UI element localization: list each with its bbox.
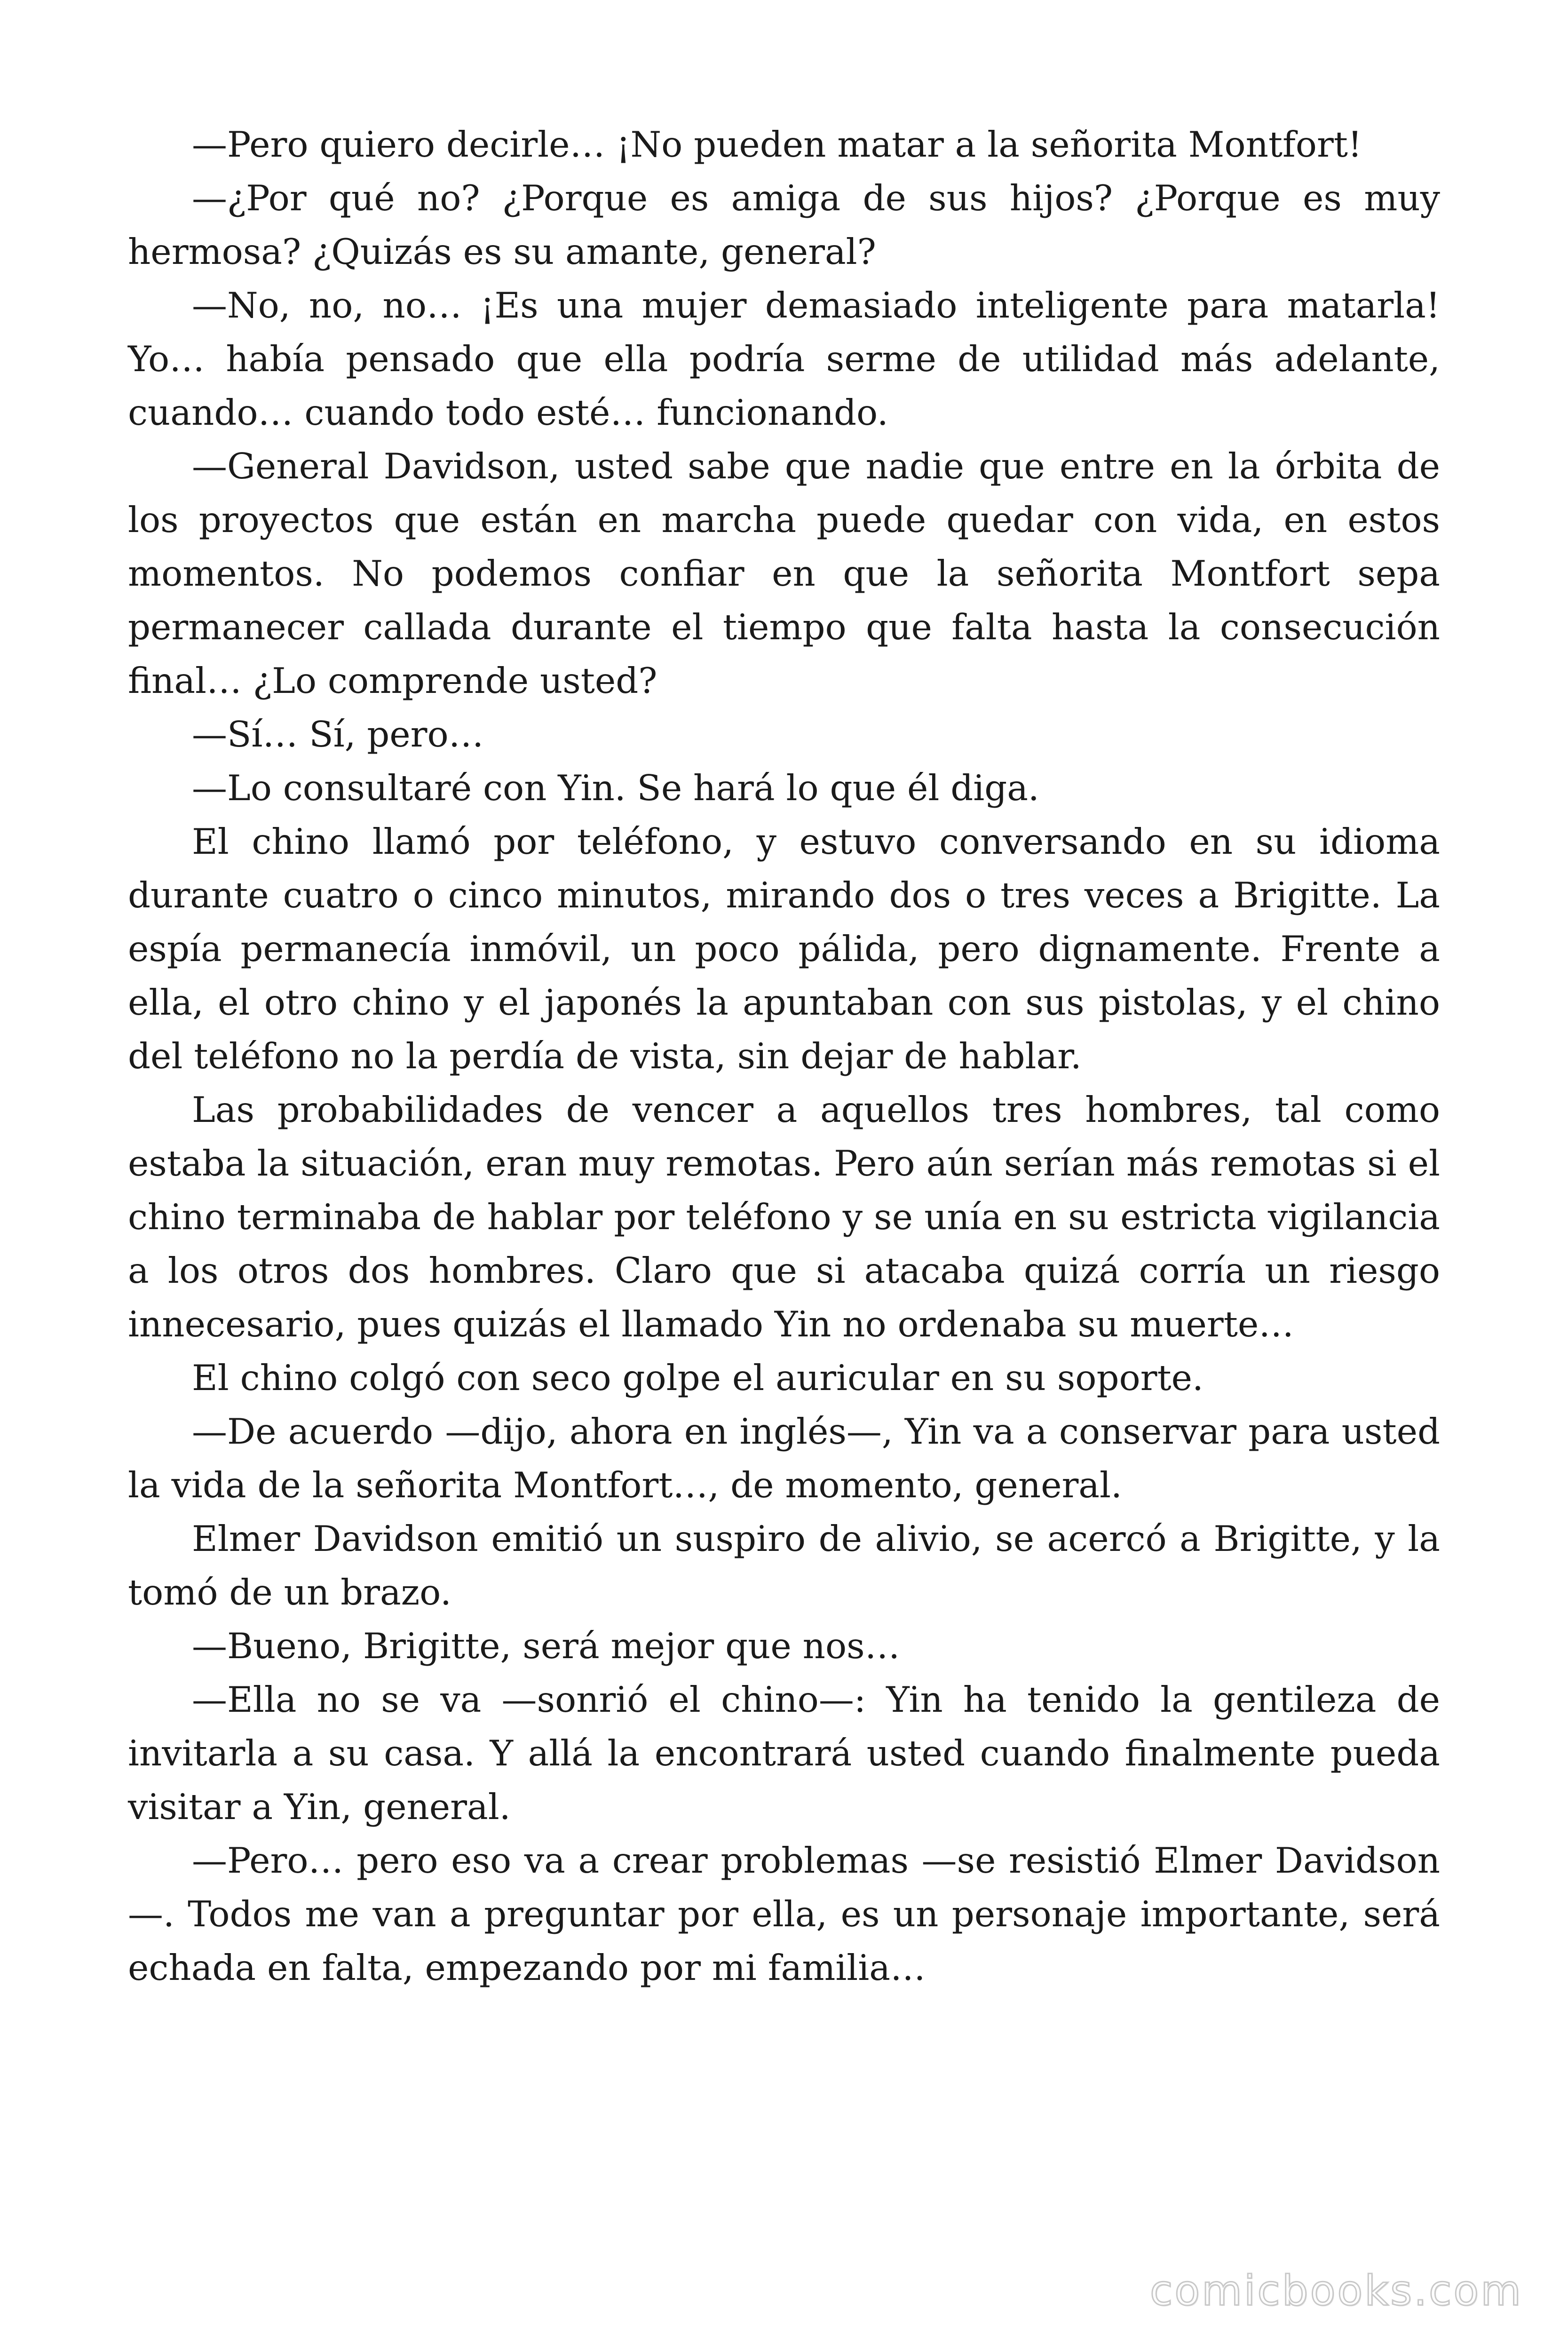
paragraph: —No, no, no… ¡Es una mujer demasiado inteligente para matarla! Yo… había pensado que ella podría serme de utilidad más adelante, cuando… cuando todo esté… funcionando. — [128, 285, 1440, 433]
paragraph: Elmer Davidson emitió un suspiro de alivio, se acercó a Brigitte, y la tomó de un brazo. — [128, 1518, 1440, 1613]
paragraph: Las probabilidades de vencer a aquellos tres hombres, tal como estaba la situación, eran muy remotas. Pero aún serían más remotas si el chino terminaba de hablar por teléfono y se unía en su estricta vigilancia a los otros dos hombres. Claro que si atacaba quizá corría un riesgo innecesario, pues quizás el llamado Yin no ordenaba su muerte… — [128, 1089, 1440, 1345]
paragraph: —Pero quiero decirle… ¡No pueden matar a la señorita Montfort! — [192, 124, 1362, 165]
paragraph: El chino colgó con seco golpe el auricular en su soporte. — [192, 1357, 1204, 1398]
paragraph: —Bueno, Brigitte, será mejor que nos… — [192, 1625, 900, 1667]
watermark: comicbooks.com — [1149, 2266, 1523, 2315]
paragraph: —¿Por qué no? ¿Porque es amiga de sus hijos? ¿Porque es muy hermosa? ¿Quizás es su amante, general? — [128, 177, 1440, 272]
paragraph: —De acuerdo —dijo, ahora en inglés—, Yin va a conservar para usted la vida de la señorita Montfort…, de momento, general. — [128, 1411, 1440, 1506]
body-text — [128, 118, 1440, 1994]
paragraph: —Lo consultaré con Yin. Se hará lo que él diga. — [192, 767, 1039, 809]
paragraph: —Ella no se va —sonrió el chino—: Yin ha tenido la gentileza de invitarla a su casa. Y allá la encontrará usted cuando finalmente pueda visitar a Yin, general. — [128, 1679, 1440, 1828]
paragraph: —Pero… pero eso va a crear problemas —se resistió Elmer Davidson—. Todos me van a preguntar por ella, es un personaje importante, será echada en falta, empezando por mi familia… — [128, 1840, 1440, 1988]
paragraph: —General Davidson, usted sabe que nadie que entre en la órbita de los proyectos que están en marcha puede quedar con vida, en estos momentos. No podemos confiar en que la señorita Montfort sepa permanecer callada durante el tiempo que falta hasta la consecución final… ¿Lo comprende usted? — [128, 445, 1440, 701]
paragraph: El chino llamó por teléfono, y estuvo conversando en su idioma durante cuatro o cinco minutos, mirando dos o tres veces a Brigitte. La espía permanecía inmóvil, un poco pálida, pero dignamente. Frente a ella, el otro chino y el japonés la apuntaban con sus pistolas, y el chino del teléfono no la perdía de vista, sin dejar de hablar. — [128, 821, 1440, 1077]
paragraph: —Sí… Sí, pero… — [192, 714, 484, 755]
